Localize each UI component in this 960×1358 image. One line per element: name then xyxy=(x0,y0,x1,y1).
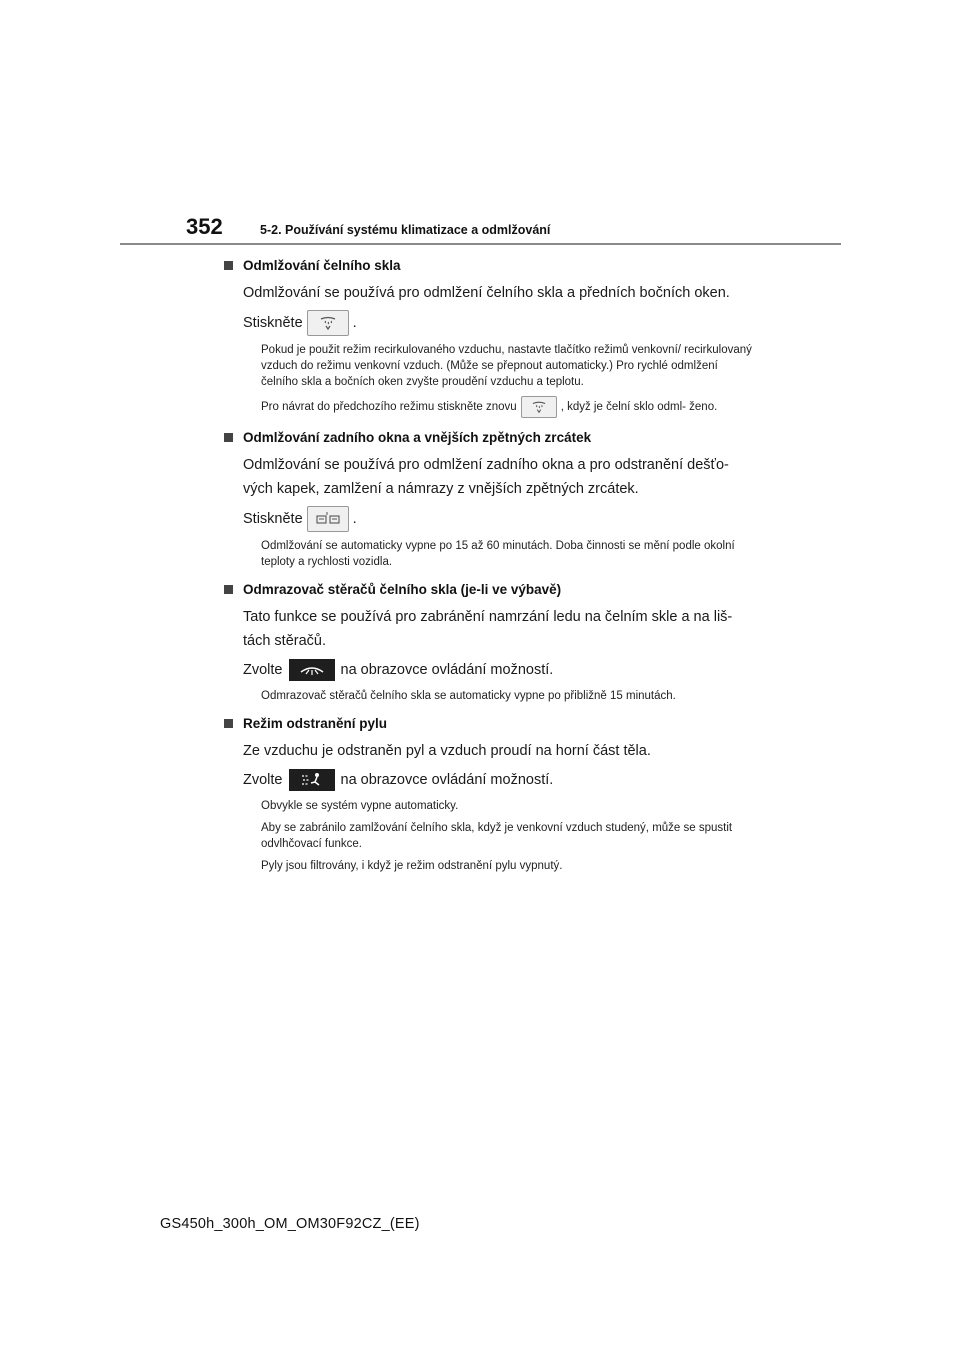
windshield-defrost-icon xyxy=(307,310,349,336)
section-heading-text: Odmlžování čelního skla xyxy=(243,258,401,273)
note-inline-suffix: , když je čelní sklo odml- ženo. xyxy=(560,401,718,413)
action-suffix: na obrazovce ovládání možností. xyxy=(340,662,554,678)
square-bullet-icon xyxy=(224,433,233,442)
section-note: Odmrazovač stěračů čelního skla se automaticky vypne po přibližně 15 minutách. xyxy=(261,690,676,702)
action-prefix: Zvolte xyxy=(243,772,283,788)
action-suffix: . xyxy=(352,511,357,527)
action-prefix: Zvolte xyxy=(243,662,283,678)
section-pollen-removal xyxy=(222,714,752,874)
section-heading xyxy=(222,580,752,599)
page-number: 352 xyxy=(186,214,223,239)
section-heading-text: Režim odstranění pylu xyxy=(243,716,388,731)
section-heading xyxy=(222,428,752,447)
pollen-removal-icon xyxy=(289,769,335,791)
square-bullet-icon xyxy=(224,261,233,270)
chapter-title: 5-2. Používání systému klimatizace a odmlžování xyxy=(260,223,551,237)
section-note: Obvykle se systém vypne automaticky. xyxy=(261,800,459,812)
section-heading xyxy=(222,714,752,733)
section-wiper-deicer xyxy=(222,580,752,704)
section-body: Tato funkce se používá pro zabránění namrzání ledu na čelním skle a na liš- tách stěračů. xyxy=(243,609,733,649)
section-heading-text: Odmlžování zadního okna a vnějších zpětných zrcátek xyxy=(243,430,592,445)
section-note: Odmlžování se automaticky vypne po 15 až 60 minutách. Doba činnosti se mění podle okolní teploty a rychlosti vozidla. xyxy=(261,540,735,568)
wiper-deicer-icon xyxy=(289,659,335,681)
square-bullet-icon xyxy=(224,585,233,594)
note-inline-prefix: Pro návrat do předchozího režimu stiskněte znovu xyxy=(261,401,517,413)
action-prefix: Stiskněte xyxy=(243,511,303,527)
section-heading-text: Odmrazovač stěračů čelního skla (je-li ve výbavě) xyxy=(243,582,562,597)
section-body: Odmlžování se používá pro odmlžení zadního okna a pro odstranění dešťo- vých kapek, zamlžení a námrazy z vnějších zpětných zrcátek. xyxy=(243,457,729,497)
content xyxy=(222,256,752,874)
action-suffix: . xyxy=(352,315,357,331)
section-note-inline xyxy=(261,396,752,418)
windshield-defrost-icon xyxy=(521,396,557,418)
section-body: Odmlžování se používá pro odmlžení čelního skla a předních bočních oken. xyxy=(243,285,730,301)
footer-doc-code: GS450h_300h_OM_OM30F92CZ_(EE) xyxy=(160,1216,420,1232)
section-body: Ze vzduchu je odstraněn pyl a vzduch proudí na horní část těla. xyxy=(243,743,651,759)
action-suffix: na obrazovce ovládání možností. xyxy=(340,772,554,788)
square-bullet-icon xyxy=(224,719,233,728)
action-line xyxy=(243,506,752,532)
action-line xyxy=(243,310,752,336)
section-note: Pokud je použit režim recirkulovaného vzduchu, nastavte tlačítko režimů venkovní/ recirkulovaný vzduch do režimu venkovní vzduch. (Může se přepnout automaticky.) Pro rychlé odmlžení čelního skla a bočních oken zvyšte proudění vzduchu a teplotu. xyxy=(261,344,752,388)
section-heading xyxy=(222,256,752,275)
rear-defogger-icon xyxy=(307,506,349,532)
action-line xyxy=(243,768,752,792)
section-note: Aby se zabránilo zamlžování čelního skla, když je venkovní vzduch studený, může se spustit odvlhčovací funkce. xyxy=(261,822,733,850)
section-rear-defog xyxy=(222,428,752,570)
section-note: Pyly jsou filtrovány, i když je režim odstranění pylu vypnutý. xyxy=(261,860,563,872)
action-line xyxy=(243,658,752,682)
action-prefix: Stiskněte xyxy=(243,315,303,331)
header-rule xyxy=(120,243,841,245)
section-windshield-defog xyxy=(222,256,752,418)
